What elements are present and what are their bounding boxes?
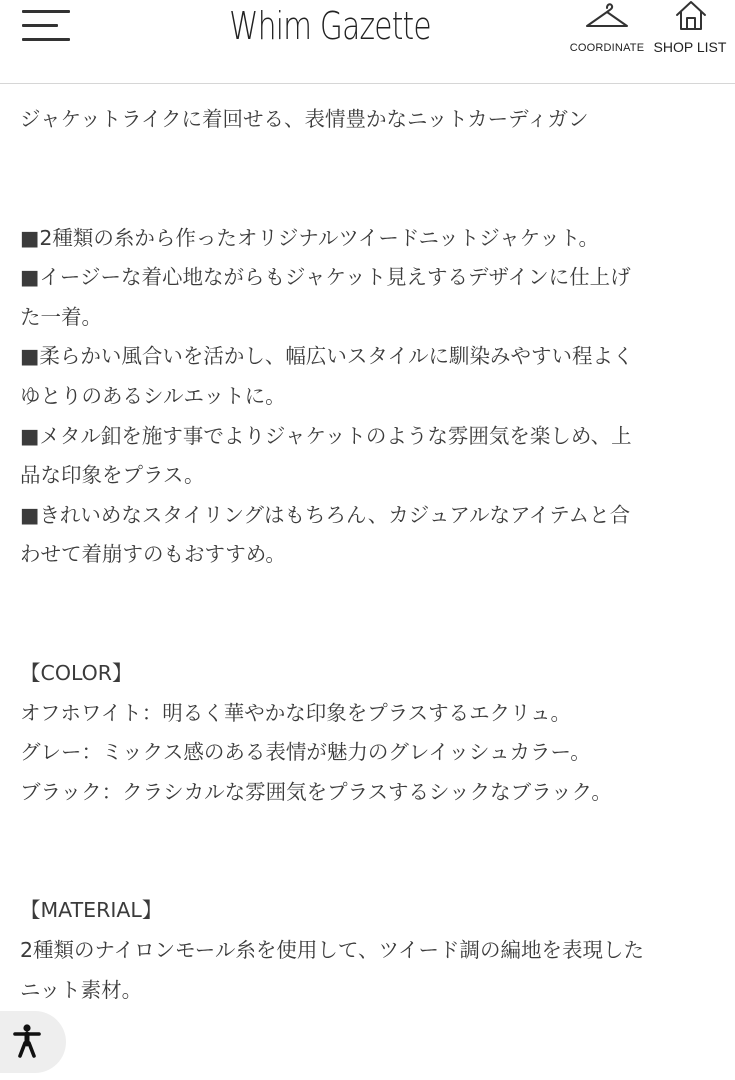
- description-line: わせて着崩すのもおすすめ。: [20, 542, 286, 567]
- material-line: ニット素材。: [20, 977, 143, 1002]
- hanger-icon: [582, 0, 632, 32]
- site-logo[interactable]: Whim Gazette: [229, 4, 431, 48]
- material-line: 2種類のナイロンモール糸を使用して、ツイード調の編地を表現した: [20, 937, 644, 962]
- product-description: [20, 100, 710, 1010]
- coordinate-label: COORDINATE: [569, 42, 645, 54]
- description-line: た一着。: [20, 304, 102, 329]
- description-line: ■イージーな着心地ながらもジャケット見えするデザインに仕上げ: [20, 265, 631, 290]
- accessibility-person-icon: [13, 1024, 41, 1058]
- site-header: [0, 0, 735, 84]
- spacer: [20, 812, 710, 891]
- hamburger-menu-icon[interactable]: [22, 10, 72, 44]
- description-line: ■2種類の糸から作ったオリジナルツイードニットジャケット。: [20, 225, 599, 250]
- color-line: オフホワイト：明るく華やかな印象をプラスするエクリュ。: [20, 700, 572, 725]
- description-line: 品な印象をプラス。: [20, 463, 205, 488]
- description-line: ■きれいめなスタイリングはもちろん、カジュアルなアイテムと合: [20, 502, 631, 527]
- home-icon: [674, 0, 708, 32]
- shop-list-nav-button[interactable]: [652, 0, 728, 60]
- color-heading: 【COLOR】: [20, 660, 133, 685]
- color-line: ブラック：クラシカルな雰囲気をプラスするシックなブラック。: [20, 779, 612, 804]
- shop-list-label: SHOP LIST: [653, 39, 727, 55]
- accessibility-button[interactable]: [0, 1011, 66, 1073]
- description-line: ■メタル釦を施す事でよりジャケットのような雰囲気を楽しめ、上: [20, 423, 632, 448]
- material-heading: 【MATERIAL】: [20, 898, 163, 923]
- color-line: グレー：ミックス感のある表情が魅力のグレイッシュカラー。: [20, 740, 591, 765]
- spacer: [20, 575, 710, 654]
- description-lead: ジャケットライクに着回せる、表情豊かなニットカーディガン: [20, 107, 589, 131]
- coordinate-nav-button[interactable]: [568, 0, 646, 60]
- spacer: [20, 140, 710, 219]
- description-line: ■柔らかい風合いを活かし、幅広いスタイルに馴染みやすい程よく: [20, 344, 634, 369]
- description-line: ゆとりのあるシルエットに。: [20, 383, 286, 408]
